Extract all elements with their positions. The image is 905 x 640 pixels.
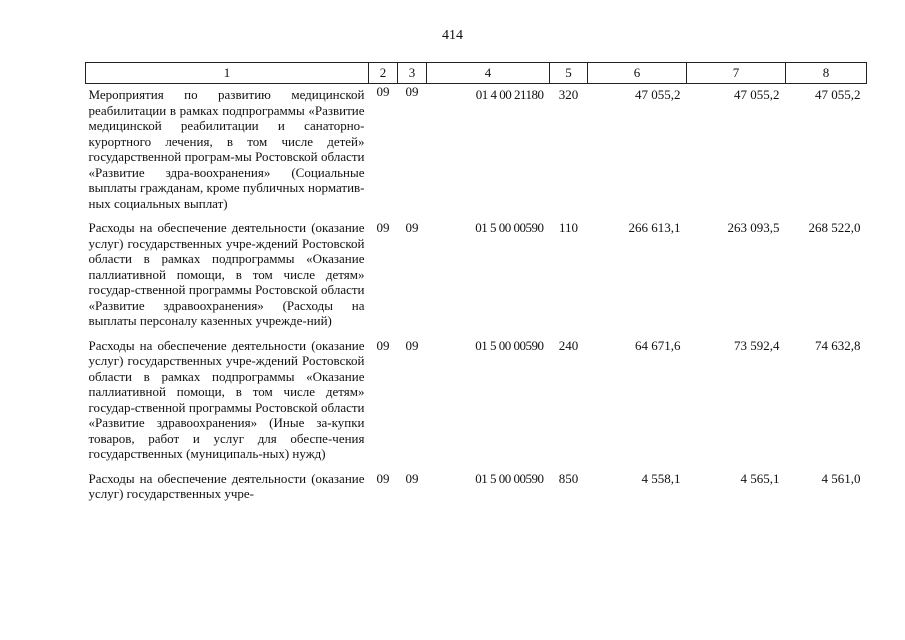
row-amount-2: 263 093,5 [727, 220, 780, 235]
column-header-7: 7 [687, 63, 786, 84]
row-amount-1: 47 055,2 [635, 87, 681, 102]
row-section: 09 [376, 220, 390, 235]
row-section: 09 [376, 470, 390, 486]
row-amount-2: 47 055,2 [734, 87, 780, 102]
column-header-4: 4 [427, 63, 550, 84]
budget-table [85, 62, 867, 511]
table-row [86, 338, 867, 471]
row-description: Расходы на обеспечение деятельности (оказание услуг) государственных учре-ждений Ростовской области в рамках подпрограммы «Оказание паллиативной помощи, в том числе детям» государ-ственной программы Ростовской области «Развитие здравоохранения» (Расходы на выплаты персоналу казенных учрежде-ний) [88, 220, 365, 328]
row-section: 09 [376, 337, 390, 353]
page-number: 414 [442, 28, 463, 43]
column-header-6: 6 [588, 63, 687, 84]
header-row [86, 63, 867, 84]
row-amount-1: 64 671,6 [635, 337, 681, 353]
row-expense-type: 110 [558, 220, 579, 235]
row-description: Расходы на обеспечение деятельности (оказание услуг) государственных учре-ждений Ростовской области в рамках подпрограммы «Оказание паллиативной помощи, в том числе детям» государ-ственной программы Ростовской области «Развитие здравоохранения» (Иные за-купки товаров, работ и услуг для обеспе-чения государственных (муниципаль-ных) нужд) [88, 337, 365, 461]
table-row [86, 220, 867, 338]
row-subsection: 09 [405, 470, 419, 486]
row-section: 09 [376, 84, 390, 99]
row-target-code: 01 5 00 00590 [475, 220, 544, 235]
row-amount-2: 73 592,4 [734, 337, 780, 353]
row-amount-3: 74 632,8 [815, 337, 861, 353]
row-subsection: 09 [405, 84, 419, 99]
row-amount-3: 47 055,2 [815, 87, 861, 102]
row-amount-1: 4 558,1 [641, 470, 681, 486]
column-header-8: 8 [786, 63, 867, 84]
column-header-3: 3 [398, 63, 427, 84]
row-amount-3: 268 522,0 [808, 220, 861, 235]
row-target-code: 01 5 00 00590 [475, 337, 544, 353]
row-description: Мероприятия по развитию медицинской реабилитации в рамках подпрограммы «Развитие медицинской реабилитации и санаторно-курортного лечения, в том числе детей» государственной програм-мы Ростовской области «Развитие здра-воохранения» (Социальные выплаты гражданам, кроме публичных норматив-ных социальных выплат) [88, 87, 365, 211]
table-row [86, 84, 867, 221]
row-subsection: 09 [405, 337, 419, 353]
row-expense-type: 850 [558, 470, 579, 486]
row-amount-1: 266 613,1 [628, 220, 681, 235]
row-expense-type: 240 [558, 337, 579, 353]
column-header-1: 1 [86, 63, 369, 84]
row-amount-2: 4 565,1 [740, 470, 780, 486]
row-description: Расходы на обеспечение деятельности (оказание услуг) государственных учре- [88, 470, 365, 501]
row-amount-3: 4 561,0 [821, 470, 861, 486]
table-row [86, 471, 867, 511]
row-expense-type: 320 [558, 87, 579, 102]
row-subsection: 09 [405, 220, 419, 235]
row-target-code: 01 5 00 00590 [475, 470, 544, 486]
row-target-code: 01 4 00 21180 [475, 87, 544, 102]
column-header-2: 2 [369, 63, 398, 84]
column-header-5: 5 [550, 63, 588, 84]
